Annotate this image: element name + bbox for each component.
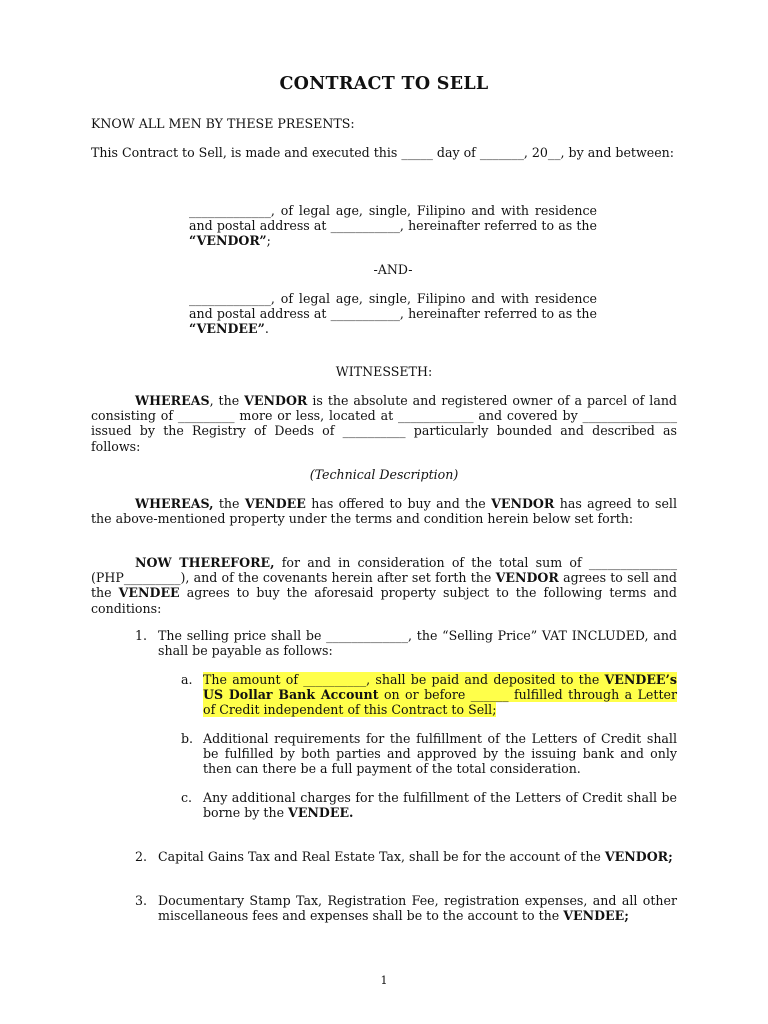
intro-paragraph: This Contract to Sell, is made and executed this _____ day of _______, 20__, by and between: (91, 145, 675, 160)
document-title: CONTRACT TO SELL (279, 74, 489, 94)
now-text-3: agrees to buy the aforesaid property subject to the following terms and conditions: (91, 585, 677, 616)
now-text-1: for and in consideration of the total sum of ______________ (PHP_________), and of the covenants herein after set forth the (91, 555, 677, 586)
item-2-text-1: Capital Gains Tax and Real Estate Tax, shall be for the account of the (158, 849, 605, 864)
know-all-heading: KNOW ALL MEN BY THESE PRESENTS: (91, 116, 355, 131)
item-1b-text: Additional requirements for the fulfillment of the Letters of Credit shall be fulfilled by both parties and approved by the issuing bank and only then can there be a full payment of the total consideration. (203, 731, 677, 777)
item-3-number: 3. (135, 893, 148, 908)
whereas2-vendor: VENDOR (491, 496, 555, 511)
vendee-party-end: . (264, 321, 269, 337)
vendor-role: “VENDOR” (189, 233, 267, 249)
witnesseth-heading: WITNESSETH: (335, 364, 433, 379)
whereas1-text-2: is the absolute and registered owner of a parcel of land consisting of _________ more or less, located at ____________ and covered by _______________ issued by the Registry of Deeds of __________ particularly bounded and described as follows: (91, 393, 677, 454)
item-1a-bank-account: VENDEE’s US Dollar Bank Account (203, 672, 677, 703)
item-1c-text (203, 790, 677, 820)
whereas-ownership-paragraph (91, 393, 677, 454)
whereas2-vendee: VENDEE (244, 496, 306, 511)
whereas2-lead: WHEREAS, (135, 496, 214, 511)
item-1-text: The selling price shall be _____________, the “Selling Price” VAT INCLUDED, and shall be payable as follows: (158, 628, 677, 659)
item-2-number: 2. (135, 849, 148, 864)
vendor-party-end: ; (266, 233, 271, 249)
item-3-text-1: Documentary Stamp Tax, Registration Fee, registration expenses, and all other miscellaneous fees and expenses shall be to the account to the (158, 893, 677, 924)
whereas1-vendor: VENDOR (244, 393, 308, 408)
item-3-text (158, 893, 677, 923)
item-1a-highlighted (203, 672, 677, 717)
now-text-2: agrees to sell and the (91, 570, 677, 601)
vendee-party-paragraph (189, 291, 597, 337)
item-1a-text-2: on or before ______ fulfilled through a Letter of Credit independent of this Contract to Sell; (203, 687, 677, 718)
item-1c-letter: c. (181, 790, 193, 805)
item-1c-text-1: Any additional charges for the fulfillment of the Letters of Credit shall be borne by the (203, 790, 677, 821)
item-1a-letter: a. (181, 672, 193, 687)
vendor-party-paragraph (189, 203, 597, 249)
item-1b-letter: b. (181, 731, 194, 746)
technical-description: (Technical Description) (309, 467, 459, 482)
vendee-party-text: _____________, of legal age, single, Filipino and with residence and postal address at ___________, hereinafter referred to as the (189, 291, 597, 322)
item-3-vendee: VENDEE; (563, 908, 629, 924)
vendee-role: “VENDEE” (189, 321, 265, 337)
now-vendor: VENDOR (495, 570, 559, 586)
whereas2-text-2: has offered to buy and the (305, 496, 492, 511)
item-1-number: 1. (135, 628, 148, 643)
vendor-party-text: _____________, of legal age, single, Filipino and with residence and postal address at ___________, hereinafter referred to as the (189, 203, 597, 234)
item-2-vendor: VENDOR; (604, 849, 673, 864)
and-separator: -AND- (373, 262, 413, 277)
now-therefore-lead: NOW THEREFORE, (135, 555, 275, 570)
whereas2-text-3: has agreed to sell the above-mentioned property under the terms and condition herein below set forth: (91, 496, 677, 527)
page-number: 1 (380, 974, 388, 987)
item-1a-text-1: The amount of __________, shall be paid and deposited to the (203, 672, 605, 687)
now-therefore-paragraph (91, 555, 677, 616)
whereas2-text-1: the (213, 496, 245, 511)
whereas-lead: WHEREAS (135, 393, 210, 408)
whereas1-text-1: , the (209, 393, 245, 408)
now-vendee: VENDEE (118, 585, 180, 601)
whereas-offer-paragraph (91, 496, 677, 526)
item-2-text (158, 849, 677, 864)
item-1a-text (203, 672, 677, 718)
item-1c-vendee: VENDEE. (288, 805, 354, 821)
